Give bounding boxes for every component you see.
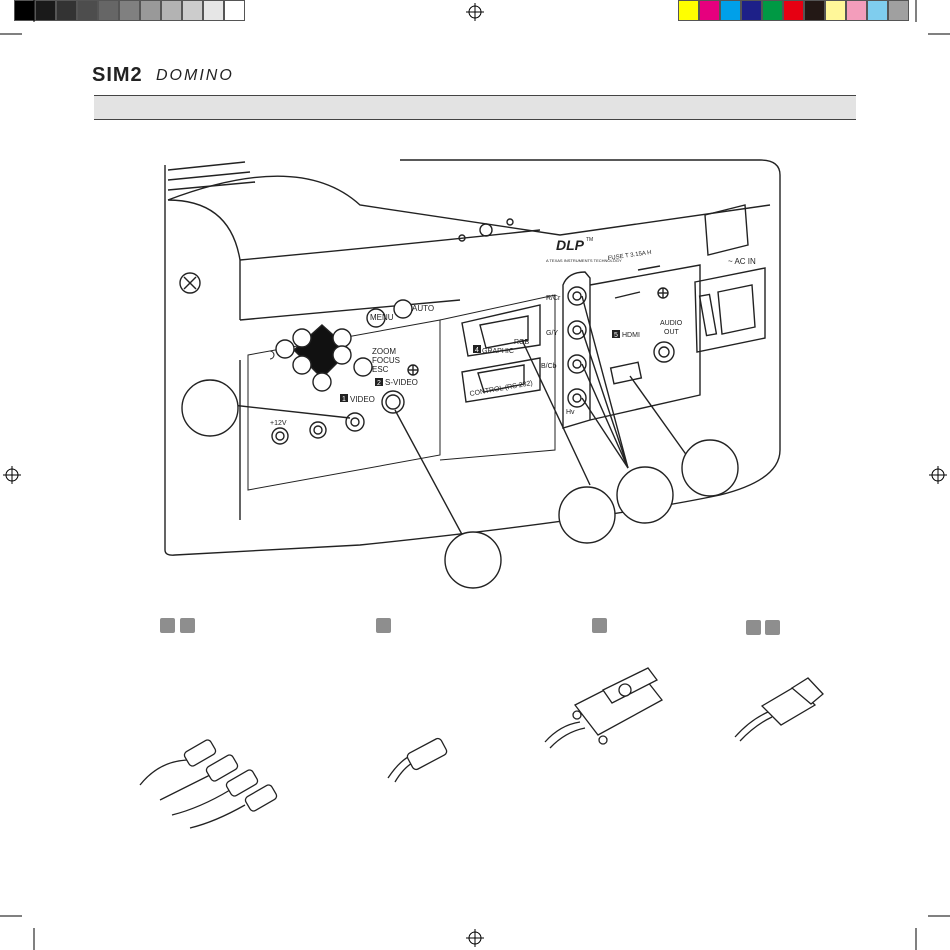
label-bcb: B/Cb bbox=[541, 363, 557, 370]
port-number-video: 1 bbox=[342, 396, 346, 403]
label-hdmi: HDMI bbox=[622, 332, 640, 339]
label-hv: Hv bbox=[566, 409, 575, 416]
label-audio: AUDIO bbox=[660, 320, 683, 327]
port-number-graphic: 4 bbox=[475, 347, 479, 354]
label-rcr: R/Cr bbox=[546, 295, 561, 302]
label-graphic: GRAPHIC bbox=[482, 348, 514, 355]
label-focus: FOCUS bbox=[372, 356, 400, 365]
label-out: OUT bbox=[664, 329, 679, 336]
label-control: CONTROL (RS 232) bbox=[469, 379, 534, 398]
label-menu: MENU bbox=[370, 313, 394, 322]
label-auto: AUTO bbox=[412, 304, 435, 313]
port-number-svideo: 2 bbox=[377, 380, 381, 387]
rca-component-cables-icon bbox=[140, 739, 278, 828]
model-logo: DOMINO bbox=[156, 67, 234, 84]
label-ac-in: ~ AC IN bbox=[728, 257, 756, 266]
label-zoom: ZOOM bbox=[372, 347, 396, 356]
label-video: VIDEO bbox=[350, 395, 375, 404]
label-fuse: FUSE T 3.15A H bbox=[607, 249, 652, 262]
hdmi-cable-icon bbox=[735, 678, 823, 741]
label-esc: ESC bbox=[372, 365, 389, 374]
dlp-tagline: A TEXAS INSTRUMENTS TECHNOLOGY bbox=[546, 258, 622, 263]
label-rgb: RGB bbox=[514, 339, 530, 346]
dlp-logo: DLP bbox=[556, 237, 584, 253]
svideo-cable-icon bbox=[388, 737, 448, 782]
brand-logo: SIM2 bbox=[92, 64, 143, 86]
dlp-trademark: TM bbox=[586, 237, 594, 243]
label-12v: +12V bbox=[270, 420, 287, 427]
label-gy: G/Y bbox=[546, 330, 559, 337]
label-svideo: S-VIDEO bbox=[385, 378, 418, 387]
dvi-cable-icon bbox=[545, 668, 662, 748]
port-number-hdmi: 5 bbox=[614, 332, 618, 339]
